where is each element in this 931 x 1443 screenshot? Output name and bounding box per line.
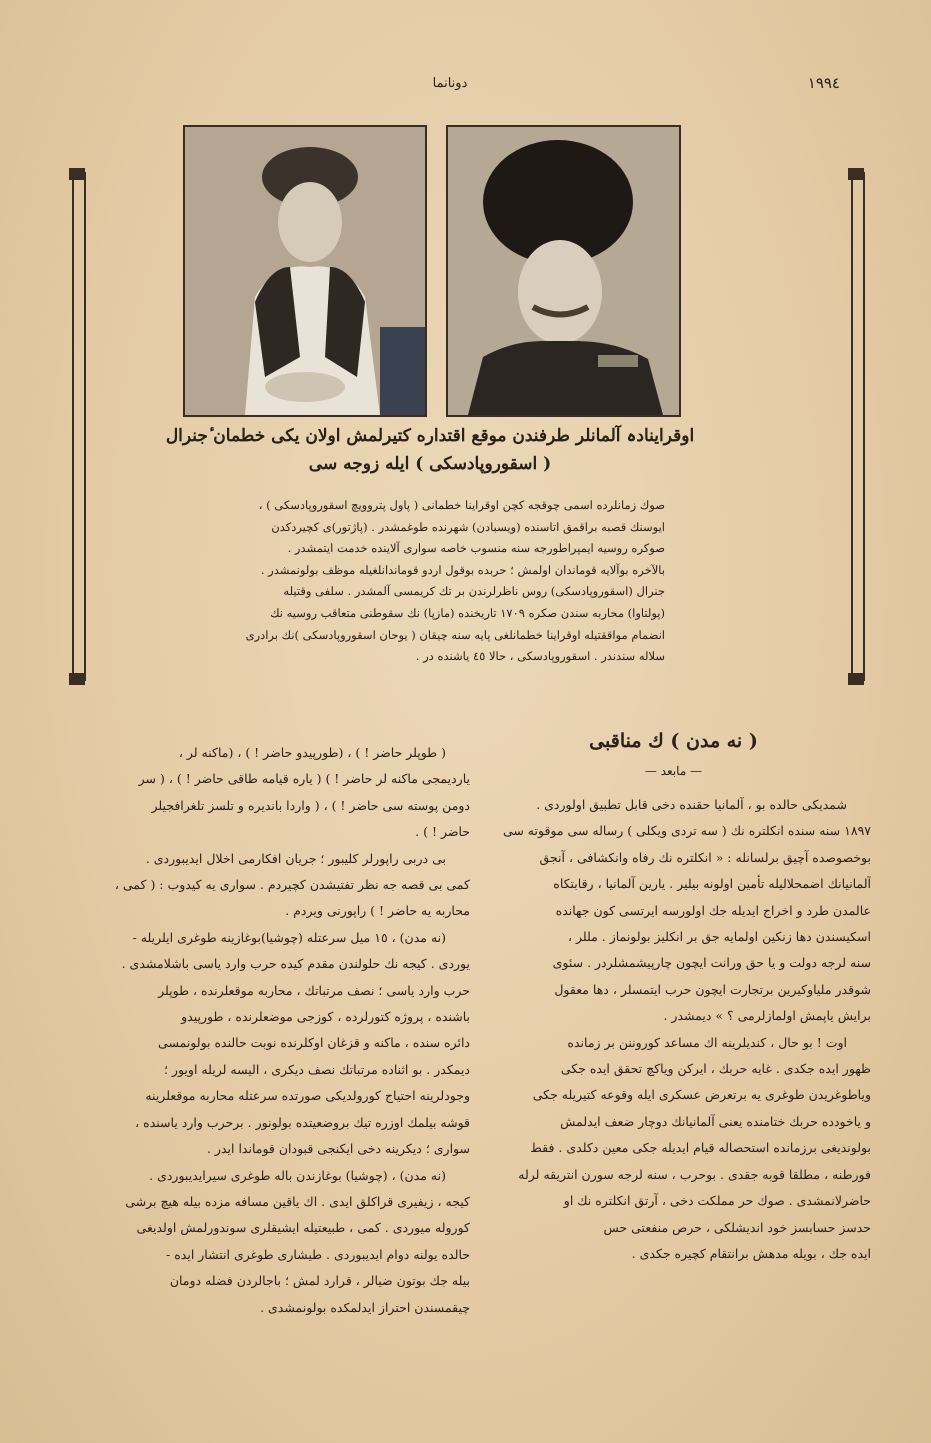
photo-caption-line2: ( اسقوروپادسکی ) ایله زوجه سی — [308, 454, 552, 474]
article-line: شوقدر ملیاوکیرین برتجارت ایچون حرب ایتمسلر ، دها معقول — [554, 981, 871, 997]
bio-line: بالآخره بوآلایه قوماندان اولمش ؛ حربده بوقول اردو قوماندانلغیله موظف بولونمشدر . — [260, 562, 665, 577]
photo-caption-line1: اوقراینادہ آلمانلر طرفندن موقع اقتداره کتیرلمش اولان یکی خطمان ٔجنرال — [165, 426, 695, 446]
article-line: بولوندیغی برزمانده استحصاله قیام ایدیله جکی معین دکلدی . فقط — [530, 1140, 871, 1156]
article-line: بیله جك بوتون ضیالر ، قرارد لمش ؛ باجالردن فضله دومان — [169, 1273, 470, 1289]
article-line: ویاطوغریدن طوغری یه برتعرض عسکری ایله وقوعه کتیریله جکی — [532, 1087, 871, 1103]
article-line: حاضرلانمشدی . صوك حر مملکت دخی ، آرتق انکلتره نك او — [563, 1193, 871, 1209]
article-line: کیجه ، زیفیری قراکلق ایدی . اك یاقین مسافه مزده بیله هیچ برشی — [125, 1193, 470, 1209]
article-line: بی دربی راپورلر کلیبور ؛ جریان افکارمی اخلال ایدیبوردی . — [145, 850, 446, 866]
article-column-left — [90, 740, 470, 1321]
article-line: اسکیسندن دها زنکین اولمایه جق بر انکلیز بولونماز . مللر ، — [567, 929, 871, 945]
article-line: حالده یولنه دوام ایدیبوردی . طیشاری طوغری انتشار ایده - — [166, 1246, 470, 1262]
article-line: فورطنه ، مطلقا قوبه جقدی . بوحرب ، سنه لرجه سورن انتریقه لرله — [518, 1166, 871, 1182]
bio-line: (پولتاوا) محاربه سندن صکره ١٧٠٩ تاریخنده (مازپا) نك سقوطنی متعاقب روسیه نك — [270, 605, 665, 620]
article-line: (نه مدن) ، ١٥ میل سرعتله (چوشیا)بوغازینه طوغری ایلریله - — [132, 929, 446, 945]
article-line: حدسز حسابسز خود اندیشلکی ، حرص منفعتی حس — [603, 1219, 871, 1235]
article-line: سواری ؛ دیکرینه دخی ایکنجی قبودان قوماندا ایدر . — [206, 1141, 470, 1157]
article-line: حاضر ! ) . — [415, 824, 470, 840]
article-line: ایده جك ، بویله مدهش برانتقام کچیره جکدی . — [631, 1245, 871, 1261]
article-title: ( نه مدن ) ك مناقبی — [589, 730, 758, 752]
article-line: ظهور ایده جکدی . غایه حربك ، ایرکن ویاکچ تحقق ایده جکی — [560, 1061, 871, 1077]
article-line: ١٨٩٧ سنه سنده انکلتره نك ( سه تردی ویکلی ) رساله سی موقوته سی — [502, 823, 871, 839]
article-line: اوت ! بو حال ، کندیلرینه اك مساعد کوروننن بر زمانده — [567, 1034, 847, 1050]
article-line: دائره سنده ، ماکنه و قزغان اوکلرنده نوبت حالنده بولونمسی — [158, 1035, 470, 1051]
article-line: باشنده ، پروژه کتورلرده ، کوزجی موضعلرنده ، طورپیدو — [181, 1009, 470, 1025]
article-line: ( طوپلر حاضر ! ) ، (طورپیدو حاضر ! ) ، (ماکنه لر ، — [178, 745, 446, 760]
article-line: بوخصوصده آچیق برلسانله : « انکلتره نك رفاه وانکشافی ، آنجق — [539, 849, 871, 865]
page-number: ١٩٩٤ — [807, 74, 840, 92]
right-ornament-frame — [851, 172, 865, 681]
article-line: سنه لرجه دولت و یا حق ورانت ایچون چارپیشمشلردر . سئوی — [552, 955, 871, 971]
article-line: وجودلرینه احتیاج کورولدیکی صورتده سرعتله محاربه موقعلرینه — [145, 1088, 470, 1104]
article-line: دومن پوسته سی حاضر ! ) ، ( واردا باندیره و تلسز تلغرافجیلر — [151, 797, 470, 813]
article-line: شمدیکی حالده بو ، آلمانیا حقنده دخی قابل تطبیق اولوردی . — [536, 797, 847, 812]
article-column-right — [476, 730, 871, 1267]
bio-line: صوکره روسیه ایمپراطورجه سنه منسوب خاصه سواری آلاینده خدمت ایتمشدر . — [287, 541, 665, 556]
article-line: و یاخودده حربك ختامنده یعنی آلمانیانك دوچار ضعف ایدلمش — [560, 1113, 871, 1129]
article-line: کوروله میوردی . کمی ، طبیعتیله ایشیقلری سوندورلمش اولدیغی — [136, 1220, 470, 1236]
article-line: چیقمسندن احتراز ایدلمکده بولونمشدی . — [260, 1299, 470, 1315]
article-line: قوشه بیلمك اوزره تیك بروضعیتده بولونور . برحرب وارد یاسنده ، — [135, 1114, 470, 1130]
bio-line: انضمام مواققتیله اوقراینا خطمانلغی پایه سنه چیقان ( یوحان اسقوروپادسکی )نك برادری — [245, 627, 665, 642]
running-title: دونانما — [432, 76, 468, 91]
article-line: (نه مدن) ، (چوشیا) بوغازندن باله طوغری سیرایدیبوردی . — [149, 1167, 446, 1183]
bio-line: جنرال (اسقوروپادسکی) روس ناظرلرندن بر تك كريمسی آلمشدر . سلفی وقتیله — [283, 584, 665, 599]
left-ornament-frame — [72, 172, 86, 681]
article-line: کمی بی قصه جه نظر تفتیشدن کچیردم . سواری یه کیدوب : ( کمی ، — [114, 877, 470, 893]
biography-paragraph — [205, 495, 665, 668]
article-line: یاردیمجی ماکنه لر حاضر ! ) ( یاره قیامه طاقی حاضر ! ) ، ( سر — [138, 771, 470, 787]
article-subtitle: — مابعد — — [644, 764, 703, 778]
article-line: برایش یاپمش اولمازلرمی ؟ » دیمشدر . — [663, 1008, 871, 1024]
article-line: یوردی . کیجه نك حلولندن مقدم کیده حرب وارد یاسی باشلامشدی . — [121, 956, 470, 972]
portrait-woman-photo — [183, 125, 427, 417]
article-line: محاربه یه حاضر ! ) راپورنی ویردم . — [285, 903, 470, 919]
article-line: دیمکدر . بو اثناده مرتباتك نصف دیکری ، الیسه لریله اویور ؛ — [163, 1061, 470, 1077]
article-line: حرب وارد یاسی ؛ نصف مرتباتك ، محاربه موقعلرنده ، طوپلر — [158, 982, 470, 998]
article-line: عالمدن طرد و اخراج ایدیله جك اولورسه ایرتسی کون جهانده — [555, 902, 871, 918]
article-line: آلمانیانك اضمحلالیله تأمین اولونه بیلیر . یارین آلمانیا ، رقابتکاه — [553, 876, 871, 892]
portrait-officer-photo — [446, 125, 681, 417]
bio-line: صوك زمانلرده اسمی چوقجه کچن اوقراینا خطمانی ( پاول پتروویچ اسقوروپادسکی ) ، — [258, 498, 665, 512]
bio-line: ایوسنك قصبه براقمق اتاسنده (ویسبادن) شهرنده طوغمشدر . (پاژتور)ی کچیردکدن — [271, 519, 665, 534]
bio-line: سلاله سندندر . اسقوروپادسکی ، حالا ٤٥ یاشنده در . — [415, 649, 665, 664]
